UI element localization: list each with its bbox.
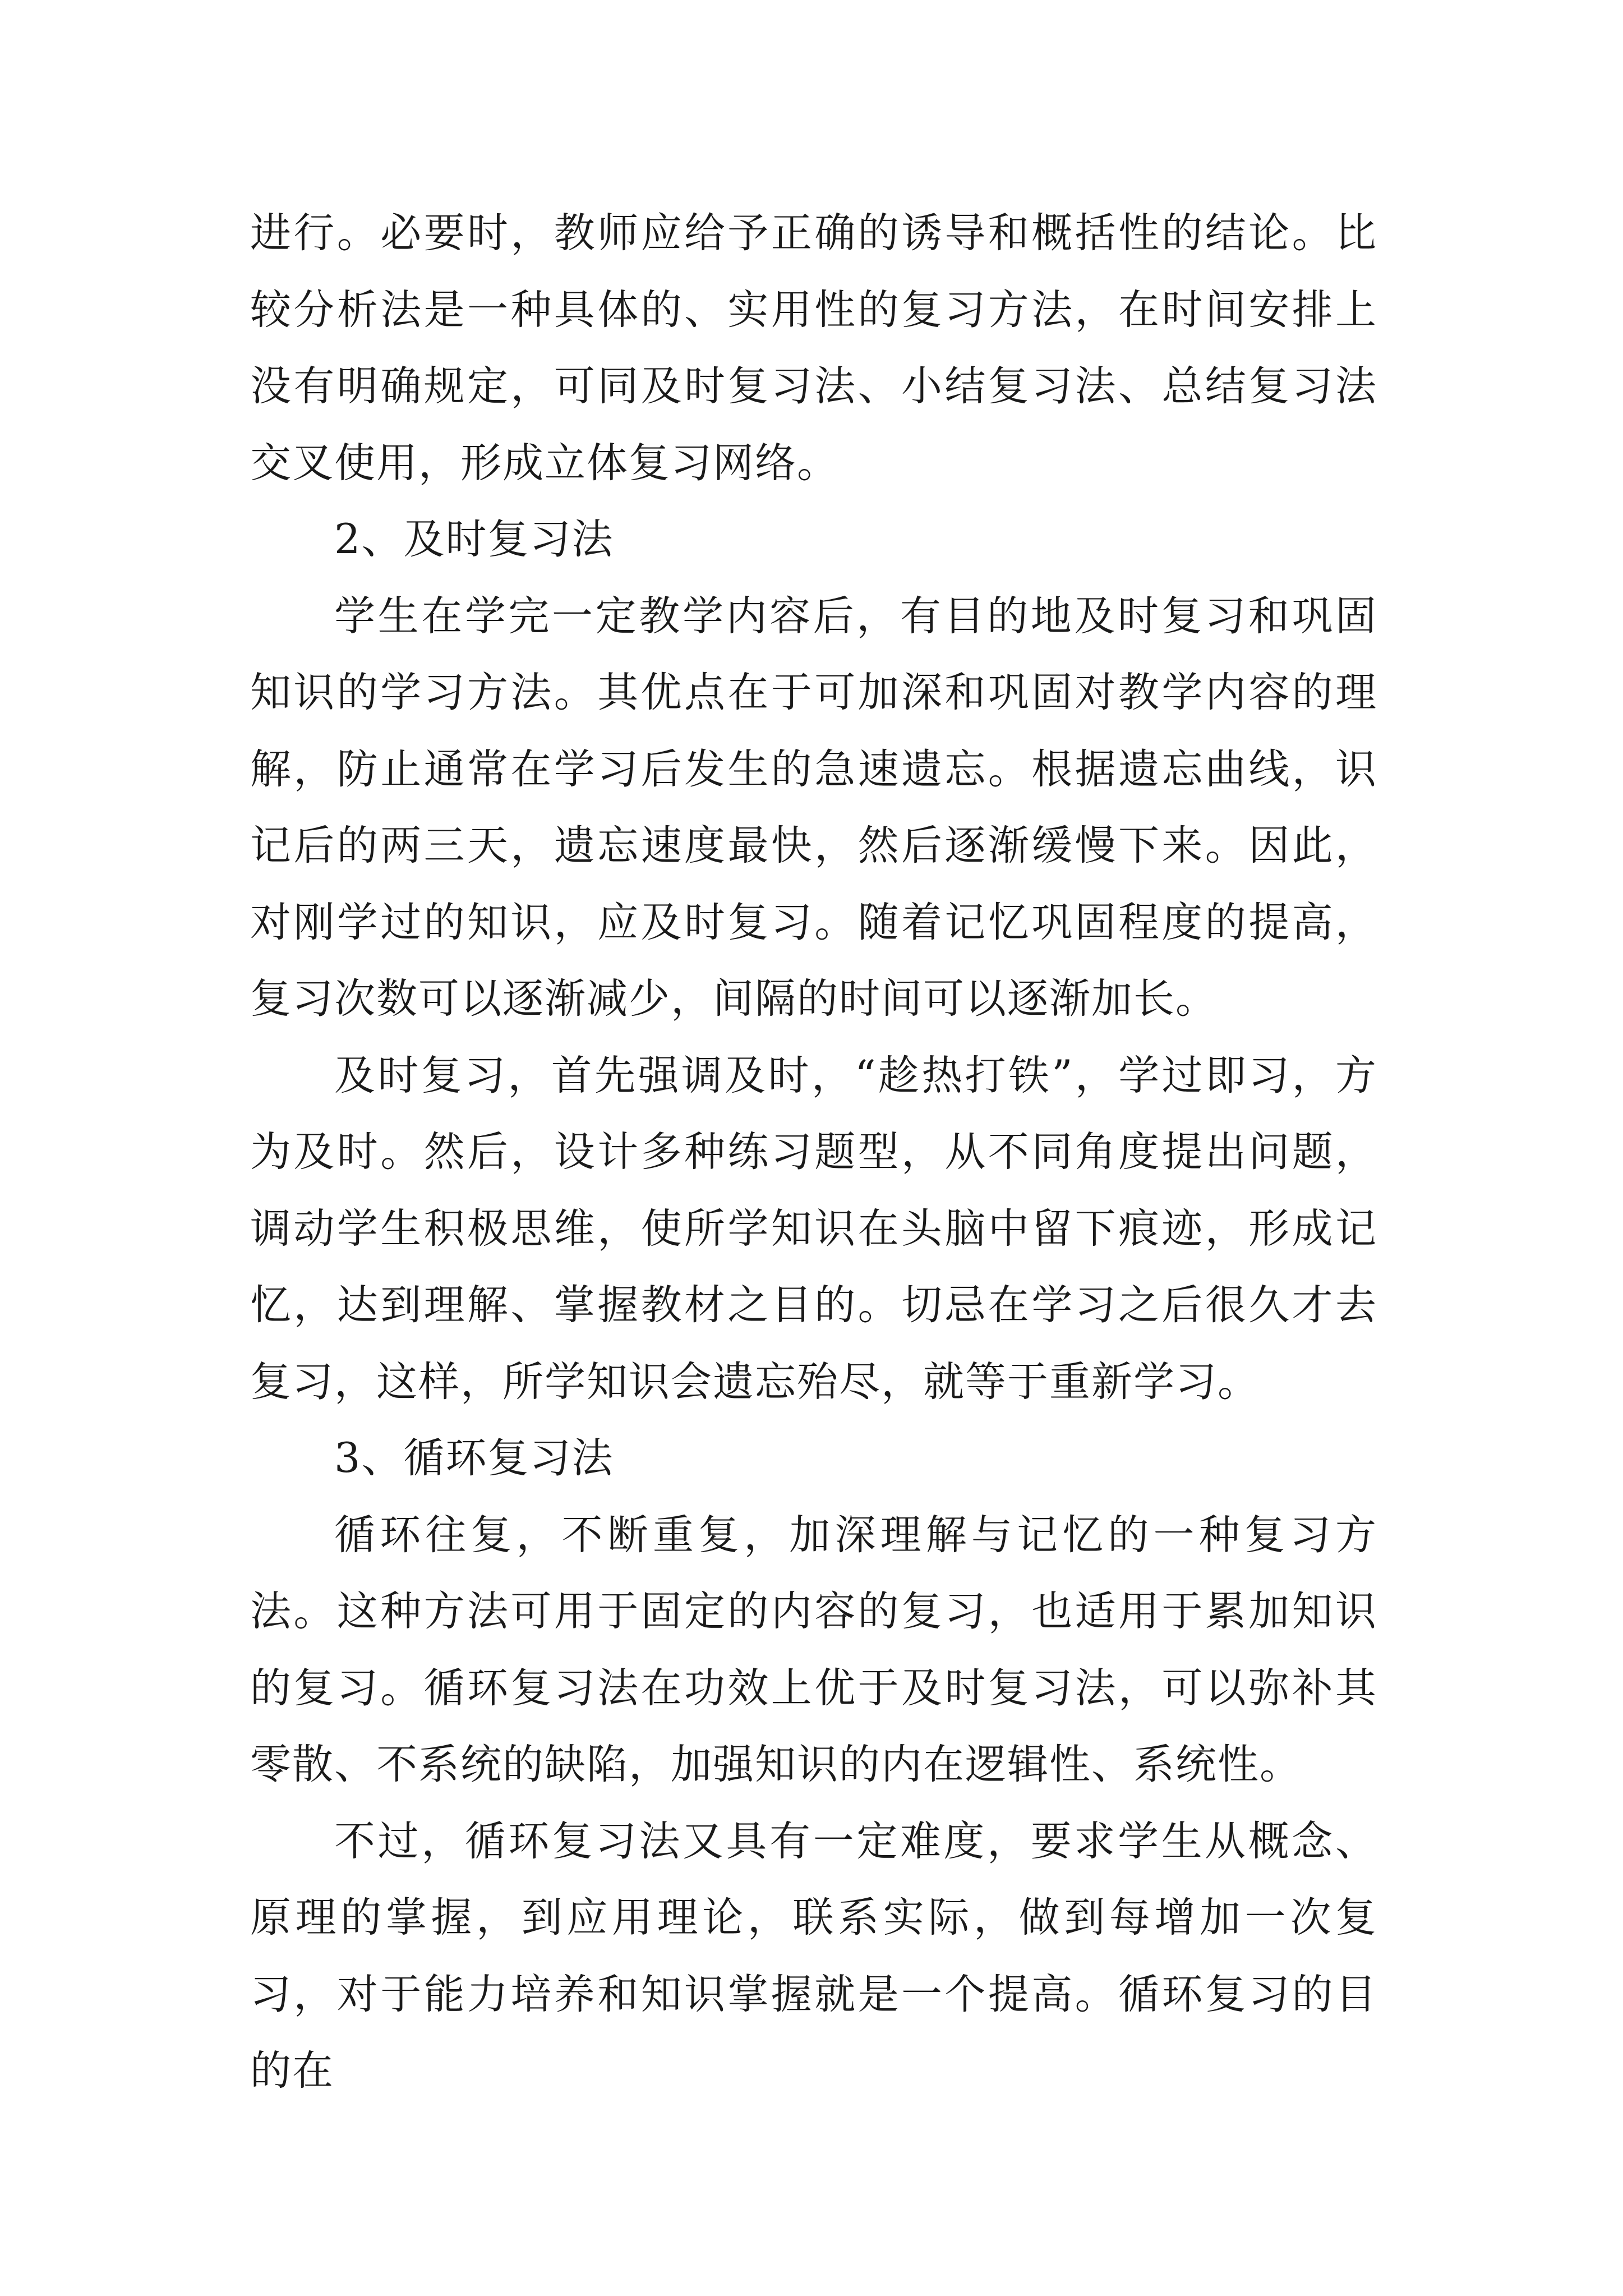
paragraph-timely-review-definition: 学生在学完一定教学内容后，有目的地及时复习和巩固知识的学习方法。其优点在于可加深和巩固对教学内容的理解，防止通常在学习后发生的急速遗忘。根据遗忘曲线，识记后的两三天，遗忘速度最快，然后逐渐缓慢下来。因此，对刚学过的知识，应及时复习。随着记忆巩固程度的提高，复习次数可以逐渐减少，间隔的时间可以逐渐加长。 bbox=[250, 592, 1377, 1023]
section-heading-cyclic-review: 3、循环复习法 bbox=[334, 1434, 614, 1482]
paragraph-timely-review-practice: 及时复习，首先强调及时，“趁热打铁”，学过即习，方为及时。然后，设计多种练习题型，从不同角度提出问题，调动学生积极思维，使所学知识在头脑中留下痕迹，形成记忆，达到理解、掌握教材之目的。切忌在学习之后很久才去复习，这样，所学知识会遗忘殆尽，就等于重新学习。 bbox=[250, 1051, 1377, 1406]
paragraph-comparative-method-end: 进行。必要时，教师应给予正确的诱导和概括性的结论。比较分析法是一种具体的、实用性的复习方法，在时间安排上没有明确规定，可同及时复习法、小结复习法、总结复习法交叉使用，形成立体复习网络。 bbox=[250, 209, 1377, 487]
document-body bbox=[250, 195, 1377, 2110]
section-heading-timely-review: 2、及时复习法 bbox=[334, 516, 614, 563]
paragraph-cyclic-review-difficulty: 不过，循环复习法又具有一定难度，要求学生从概念、原理的掌握，到应用理论，联系实际，做到每增加一次复习，对于能力培养和知识掌握就是一个提高。循环复习的目的在 bbox=[250, 1817, 1377, 2095]
paragraph-cyclic-review-definition: 循环往复，不断重复，加深理解与记忆的一种复习方法。这种方法可用于固定的内容的复习，也适用于累加知识的复习。循环复习法在功效上优于及时复习法，可以弥补其零散、不系统的缺陷，加强知识的内在逻辑性、系统性。 bbox=[250, 1511, 1377, 1788]
